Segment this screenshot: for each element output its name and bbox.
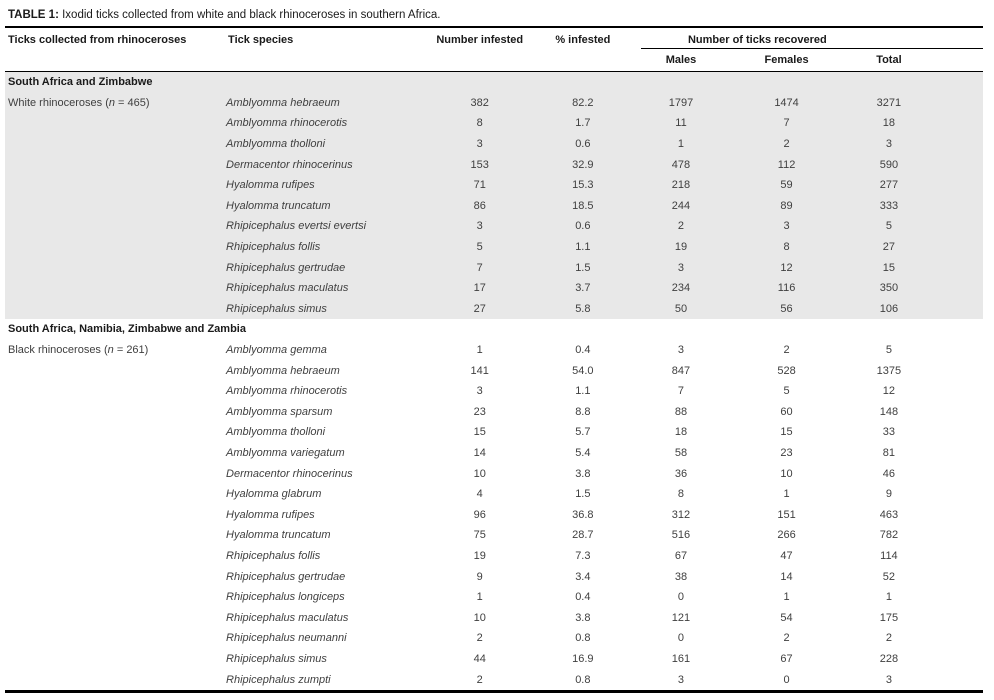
host-group-cell bbox=[5, 422, 225, 443]
tick-species-cell: Rhipicephalus longiceps bbox=[226, 591, 345, 604]
table-row bbox=[5, 237, 983, 258]
table-row bbox=[5, 360, 983, 381]
males-cell: 234 bbox=[671, 282, 691, 295]
tick-species-cell: Rhipicephalus zumpti bbox=[226, 673, 331, 686]
percent-infested-cell: 7.3 bbox=[575, 549, 591, 562]
females-cell: 10 bbox=[780, 467, 793, 480]
number-infested-cell: 86 bbox=[473, 199, 486, 212]
host-group-cell bbox=[5, 381, 225, 402]
percent-infested-cell: 28.7 bbox=[572, 529, 594, 542]
table-row bbox=[5, 134, 983, 155]
males-cell: 0 bbox=[677, 591, 685, 604]
col-header-tick-species: Tick species bbox=[225, 28, 430, 72]
host-group-cell bbox=[5, 669, 225, 691]
percent-infested-cell: 8.8 bbox=[575, 405, 591, 418]
tick-species-cell: Rhipicephalus maculatus bbox=[226, 282, 349, 295]
tick-species-cell: Rhipicephalus gertrudae bbox=[226, 261, 346, 274]
table-row bbox=[5, 257, 983, 278]
tick-species-cell: Amblyomma rhinocerotis bbox=[226, 117, 348, 130]
percent-infested-cell: 3.7 bbox=[575, 282, 591, 295]
host-group-cell bbox=[5, 463, 225, 484]
host-group-cell bbox=[5, 525, 225, 546]
percent-infested-cell: 0.4 bbox=[575, 344, 591, 357]
percent-infested-cell: 0.8 bbox=[575, 673, 591, 686]
col-header-total: Total bbox=[856, 49, 983, 72]
total-cell: 18 bbox=[882, 117, 896, 130]
total-cell: 27 bbox=[882, 241, 896, 254]
males-cell: 847 bbox=[671, 364, 691, 377]
total-cell: 106 bbox=[879, 302, 899, 315]
total-cell: 463 bbox=[879, 508, 899, 521]
total-cell: 46 bbox=[882, 467, 896, 480]
females-cell: 112 bbox=[777, 158, 796, 171]
total-cell: 1 bbox=[885, 591, 892, 604]
total-cell: 590 bbox=[879, 158, 899, 171]
tick-species-cell: Amblyomma variegatum bbox=[226, 446, 345, 459]
males-cell: 244 bbox=[671, 199, 691, 212]
males-cell: 1797 bbox=[668, 96, 694, 109]
males-cell: 0 bbox=[677, 632, 685, 645]
table-body bbox=[5, 72, 983, 692]
host-group-cell bbox=[5, 93, 225, 114]
host-label-n-variable: n bbox=[107, 344, 114, 357]
number-infested-cell: 8 bbox=[476, 117, 483, 130]
number-infested-cell: 23 bbox=[473, 405, 486, 418]
females-cell: 2 bbox=[783, 138, 790, 151]
host-group-cell bbox=[5, 196, 225, 217]
host-group-cell bbox=[5, 134, 225, 155]
females-cell: 5 bbox=[783, 385, 790, 398]
females-cell: 1 bbox=[783, 488, 790, 501]
percent-infested-cell: 36.8 bbox=[572, 508, 594, 521]
females-cell: 2 bbox=[783, 344, 790, 357]
host-group-cell bbox=[5, 237, 225, 258]
total-cell: 114 bbox=[880, 549, 898, 562]
females-cell: 59 bbox=[780, 179, 793, 192]
table-row bbox=[5, 196, 983, 217]
males-cell: 50 bbox=[674, 302, 688, 315]
total-cell: 33 bbox=[882, 426, 896, 439]
males-cell: 18 bbox=[674, 426, 688, 439]
col-header-males: Males bbox=[641, 49, 749, 72]
total-cell: 175 bbox=[879, 611, 899, 624]
col-header-number-infested: Number infested bbox=[430, 28, 538, 72]
host-group-cell bbox=[5, 278, 225, 299]
number-infested-cell: 5 bbox=[476, 241, 483, 254]
section-row bbox=[5, 319, 983, 340]
table-row bbox=[5, 587, 983, 608]
males-cell: 478 bbox=[671, 158, 691, 171]
percent-infested-cell: 5.4 bbox=[575, 446, 591, 459]
total-cell: 1375 bbox=[876, 364, 902, 377]
total-cell: 3 bbox=[885, 138, 892, 151]
table-row bbox=[5, 525, 983, 546]
percent-infested-cell: 32.9 bbox=[572, 158, 594, 171]
females-cell: 116 bbox=[777, 282, 796, 295]
host-group-cell bbox=[5, 257, 225, 278]
number-infested-cell: 3 bbox=[476, 138, 483, 151]
table-row bbox=[5, 649, 983, 670]
number-infested-cell: 2 bbox=[476, 673, 483, 686]
total-cell: 5 bbox=[885, 344, 892, 357]
number-infested-cell: 19 bbox=[473, 549, 486, 562]
percent-infested-cell: 82.2 bbox=[572, 96, 594, 109]
total-cell: 3271 bbox=[876, 96, 902, 109]
percent-infested-cell: 15.3 bbox=[572, 179, 594, 192]
females-cell: 47 bbox=[780, 549, 793, 562]
number-infested-cell: 3 bbox=[476, 220, 483, 233]
table-row bbox=[5, 278, 983, 299]
tick-species-cell: Rhipicephalus follis bbox=[226, 241, 321, 254]
tick-species-cell: Dermacentor rhinocerinus bbox=[226, 158, 353, 171]
table-row bbox=[5, 299, 983, 320]
table-row bbox=[5, 607, 983, 628]
host-group-cell bbox=[5, 628, 225, 649]
tick-species-cell: Dermacentor rhinocerinus bbox=[226, 467, 353, 480]
tick-species-cell: Hyalomma truncatum bbox=[226, 199, 331, 212]
females-cell: 60 bbox=[780, 405, 793, 418]
males-cell: 3 bbox=[677, 261, 685, 274]
tick-species-cell: Rhipicephalus maculatus bbox=[226, 611, 349, 624]
males-cell: 67 bbox=[674, 549, 688, 562]
total-cell: 3 bbox=[885, 673, 892, 686]
col-header-percent-infested: % infested bbox=[538, 28, 641, 72]
females-cell: 2 bbox=[783, 632, 790, 645]
females-cell: 54 bbox=[780, 611, 793, 624]
females-cell: 3 bbox=[783, 220, 790, 233]
females-cell: 12 bbox=[780, 261, 793, 274]
table-row bbox=[5, 93, 983, 114]
host-group-cell bbox=[5, 113, 225, 134]
section-row bbox=[5, 72, 983, 93]
number-infested-cell: 15 bbox=[473, 426, 486, 439]
tick-species-cell: Amblyomma gemma bbox=[226, 344, 327, 357]
table-caption-label: TABLE 1: bbox=[8, 9, 59, 21]
table-row bbox=[5, 504, 983, 525]
host-label-prefix: White rhinoceroses ( bbox=[8, 96, 109, 109]
females-cell: 15 bbox=[780, 426, 793, 439]
host-group-cell bbox=[5, 546, 225, 567]
host-group-cell bbox=[5, 175, 225, 196]
tick-species-cell: Rhipicephalus gertrudae bbox=[226, 570, 346, 583]
total-cell: 9 bbox=[885, 488, 892, 501]
number-infested-cell: 1 bbox=[476, 344, 483, 357]
number-infested-cell: 3 bbox=[476, 385, 483, 398]
total-cell: 782 bbox=[879, 529, 899, 542]
number-infested-cell: 14 bbox=[473, 446, 486, 459]
males-cell: 218 bbox=[671, 179, 691, 192]
percent-infested-cell: 54.0 bbox=[572, 364, 594, 377]
tick-species-cell: Amblyomma tholloni bbox=[226, 426, 326, 439]
percent-infested-cell: 5.7 bbox=[575, 426, 591, 439]
number-infested-cell: 96 bbox=[473, 508, 486, 521]
percent-infested-cell: 0.4 bbox=[575, 591, 591, 604]
number-infested-cell: 153 bbox=[470, 158, 489, 171]
males-cell: 312 bbox=[671, 508, 691, 521]
percent-infested-cell: 1.1 bbox=[575, 241, 591, 254]
males-cell: 1 bbox=[677, 138, 685, 151]
males-cell: 121 bbox=[671, 611, 691, 624]
females-cell: 7 bbox=[783, 117, 790, 130]
tick-species-cell: Hyalomma rufipes bbox=[226, 508, 315, 521]
tick-species-cell: Rhipicephalus neumanni bbox=[226, 632, 347, 645]
host-group-cell bbox=[5, 340, 225, 361]
host-label-suffix: = 465) bbox=[115, 96, 150, 109]
number-infested-cell: 4 bbox=[476, 488, 483, 501]
table-row bbox=[5, 113, 983, 134]
total-cell: 277 bbox=[879, 179, 899, 192]
number-infested-cell: 10 bbox=[473, 611, 486, 624]
number-infested-cell: 2 bbox=[476, 632, 483, 645]
females-cell: 67 bbox=[780, 652, 793, 665]
host-group-cell bbox=[5, 443, 225, 464]
males-cell: 19 bbox=[674, 241, 688, 254]
table-row bbox=[5, 340, 983, 361]
tick-species-cell: Rhipicephalus evertsi evertsi bbox=[226, 220, 367, 233]
females-cell: 89 bbox=[780, 199, 793, 212]
host-group-cell bbox=[5, 607, 225, 628]
host-group-cell bbox=[5, 360, 225, 381]
number-infested-cell: 382 bbox=[470, 96, 489, 109]
percent-infested-cell: 3.4 bbox=[575, 570, 591, 583]
number-infested-cell: 7 bbox=[476, 261, 483, 274]
females-cell: 14 bbox=[780, 570, 793, 583]
table-row bbox=[5, 154, 983, 175]
total-cell: 2 bbox=[885, 632, 892, 645]
males-cell: 58 bbox=[674, 446, 688, 459]
percent-infested-cell: 0.6 bbox=[575, 220, 591, 233]
percent-infested-cell: 1.1 bbox=[575, 385, 591, 398]
section-region-header: South Africa, Namibia, Zimbabwe and Zambia bbox=[8, 323, 246, 336]
number-infested-cell: 17 bbox=[473, 282, 486, 295]
males-cell: 8 bbox=[677, 488, 685, 501]
table-row bbox=[5, 669, 983, 691]
males-cell: 516 bbox=[671, 529, 691, 542]
percent-infested-cell: 3.8 bbox=[575, 467, 591, 480]
females-cell: 0 bbox=[783, 673, 790, 686]
table-row bbox=[5, 175, 983, 196]
table-caption bbox=[5, 6, 983, 28]
total-cell: 148 bbox=[879, 405, 899, 418]
females-cell: 23 bbox=[780, 446, 793, 459]
col-header-ticks-collected: Ticks collected from rhinoceroses bbox=[5, 28, 225, 72]
percent-infested-cell: 16.9 bbox=[572, 652, 594, 665]
total-cell: 350 bbox=[879, 282, 899, 295]
number-infested-cell: 9 bbox=[476, 570, 483, 583]
table-row bbox=[5, 546, 983, 567]
total-cell: 52 bbox=[882, 570, 896, 583]
percent-infested-cell: 1.7 bbox=[575, 117, 591, 130]
percent-infested-cell: 3.8 bbox=[575, 611, 591, 624]
host-group-cell bbox=[5, 484, 225, 505]
males-cell: 2 bbox=[677, 220, 685, 233]
total-cell: 15 bbox=[882, 261, 896, 274]
percent-infested-cell: 0.6 bbox=[575, 138, 591, 151]
males-cell: 161 bbox=[671, 652, 691, 665]
males-cell: 3 bbox=[677, 344, 685, 357]
females-cell: 1 bbox=[783, 591, 790, 604]
table-caption-text: Ixodid ticks collected from white and black rhinoceroses in southern Africa. bbox=[58, 9, 441, 21]
percent-infested-cell: 0.8 bbox=[575, 632, 591, 645]
tick-species-cell: Rhipicephalus follis bbox=[226, 549, 321, 562]
host-label-n-variable: n bbox=[108, 96, 115, 109]
total-cell: 333 bbox=[879, 199, 899, 212]
males-cell: 36 bbox=[674, 467, 688, 480]
percent-infested-cell: 5.8 bbox=[575, 302, 591, 315]
host-group-cell bbox=[5, 216, 225, 237]
total-cell: 81 bbox=[882, 446, 896, 459]
females-cell: 528 bbox=[777, 364, 796, 377]
table-row bbox=[5, 566, 983, 587]
number-infested-cell: 44 bbox=[473, 652, 486, 665]
number-infested-cell: 141 bbox=[470, 364, 489, 377]
tick-species-cell: Amblyomma tholloni bbox=[226, 138, 326, 151]
number-infested-cell: 71 bbox=[473, 179, 486, 192]
percent-infested-cell: 1.5 bbox=[575, 261, 591, 274]
number-infested-cell: 10 bbox=[473, 467, 486, 480]
tick-species-cell: Hyalomma rufipes bbox=[226, 179, 315, 192]
tick-species-cell: Amblyomma sparsum bbox=[226, 405, 333, 418]
total-cell: 228 bbox=[879, 652, 899, 665]
females-cell: 8 bbox=[783, 241, 790, 254]
section-region-header: South Africa and Zimbabwe bbox=[8, 76, 153, 89]
table-row bbox=[5, 402, 983, 423]
tick-species-cell: Amblyomma hebraeum bbox=[226, 96, 340, 109]
ticks-data-table bbox=[5, 28, 983, 693]
table-row bbox=[5, 443, 983, 464]
males-cell: 7 bbox=[677, 385, 685, 398]
females-cell: 151 bbox=[777, 508, 796, 521]
table-row bbox=[5, 628, 983, 649]
males-cell: 11 bbox=[675, 117, 687, 130]
tick-species-cell: Hyalomma glabrum bbox=[226, 488, 322, 501]
host-group-cell bbox=[5, 154, 225, 175]
table-row bbox=[5, 216, 983, 237]
number-infested-cell: 1 bbox=[476, 591, 483, 604]
col-group-header-ticks-recovered: Number of ticks recovered bbox=[641, 28, 983, 49]
host-label-suffix: = 261) bbox=[113, 344, 149, 357]
total-cell: 5 bbox=[885, 220, 892, 233]
males-cell: 38 bbox=[674, 570, 688, 583]
females-cell: 266 bbox=[777, 529, 796, 542]
table-row bbox=[5, 484, 983, 505]
males-cell: 3 bbox=[677, 673, 685, 686]
host-group-cell bbox=[5, 566, 225, 587]
males-cell: 88 bbox=[674, 405, 688, 418]
host-group-cell bbox=[5, 587, 225, 608]
table-row bbox=[5, 463, 983, 484]
table-row bbox=[5, 422, 983, 443]
host-group-cell bbox=[5, 504, 225, 525]
tick-species-cell: Hyalomma truncatum bbox=[226, 529, 331, 542]
number-infested-cell: 75 bbox=[473, 529, 486, 542]
host-group-cell bbox=[5, 402, 225, 423]
percent-infested-cell: 1.5 bbox=[575, 488, 591, 501]
host-group-cell bbox=[5, 649, 225, 670]
table-header bbox=[5, 28, 983, 72]
percent-infested-cell: 18.5 bbox=[572, 199, 594, 212]
tick-species-cell: Rhipicephalus simus bbox=[226, 652, 327, 665]
number-infested-cell: 27 bbox=[473, 302, 486, 315]
tick-species-cell: Rhipicephalus simus bbox=[226, 302, 327, 315]
females-cell: 56 bbox=[780, 302, 793, 315]
col-header-females: Females bbox=[748, 49, 856, 72]
females-cell: 1474 bbox=[774, 96, 799, 109]
tick-species-cell: Amblyomma rhinocerotis bbox=[226, 385, 348, 398]
tick-species-cell: Amblyomma hebraeum bbox=[226, 364, 340, 377]
host-group-cell bbox=[5, 299, 225, 320]
host-label-prefix: Black rhinoceroses ( bbox=[8, 344, 108, 357]
table-row bbox=[5, 381, 983, 402]
total-cell: 12 bbox=[882, 385, 896, 398]
